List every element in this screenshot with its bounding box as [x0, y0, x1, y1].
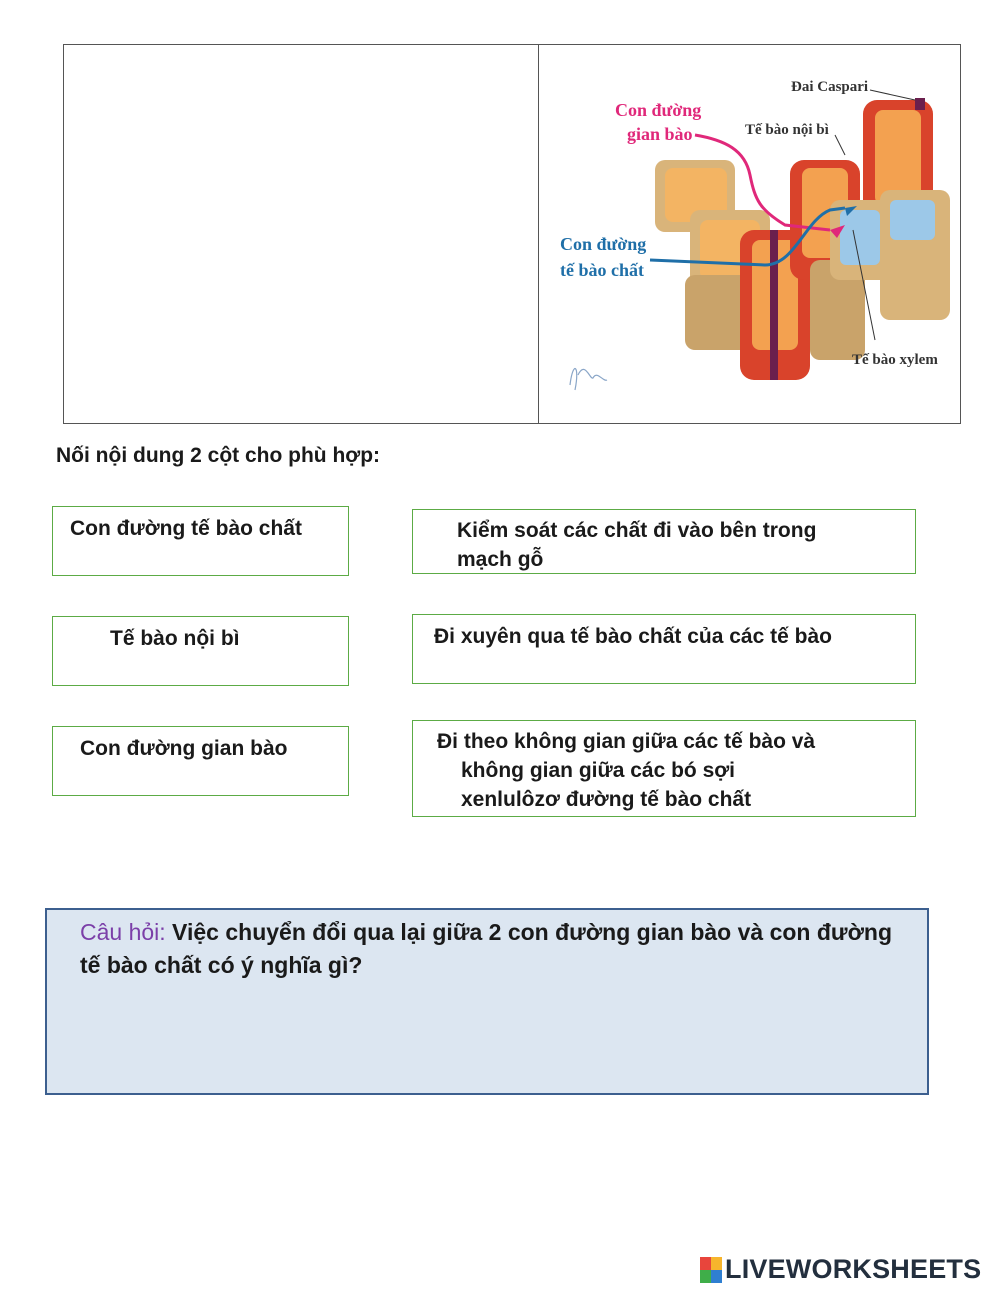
liveworksheets-logo-text: LIVEWORKSHEETS	[725, 1254, 982, 1284]
caspari-band-1	[770, 230, 778, 380]
left-item-2[interactable]	[52, 616, 349, 686]
left-item-1[interactable]	[52, 506, 349, 576]
left-item-2-label: Tế bào nội bì	[110, 627, 240, 650]
instruction-text: Nối nội dung 2 cột cho phù hợp:	[56, 444, 381, 467]
label-xylem: Tế bào xylem	[852, 352, 938, 368]
label-endodermis: Tế bào nội bì	[745, 122, 829, 138]
caspari-pointer	[870, 90, 915, 100]
xylem-cell-2-inner	[890, 200, 935, 240]
liveworksheets-logo	[700, 1254, 981, 1285]
question-body: Việc chuyển đổi qua lại giữa 2 con đường gian bào và con đường tế bào chất có ý nghĩa gì?	[80, 919, 893, 978]
question-text	[80, 916, 900, 982]
signature-scribble	[570, 369, 607, 390]
question-label: Câu hỏi:	[80, 919, 166, 945]
right-item-3[interactable]	[412, 720, 916, 817]
frame-divider	[538, 44, 539, 424]
label-caspari: Đai Caspari	[791, 79, 869, 95]
left-item-3-label: Con đường gian bào	[80, 737, 288, 760]
endodermis-pointer	[835, 135, 845, 155]
root-transport-diagram	[545, 60, 955, 400]
right-item-3-line2: không gian giữa các bó sợi	[461, 759, 736, 782]
label-apoplast-1: Con đường	[615, 100, 702, 120]
right-item-2[interactable]	[412, 614, 916, 684]
caspari-band-3	[915, 98, 925, 110]
right-item-2-line1: Đi xuyên qua tế bào chất của các tế bào	[434, 625, 832, 648]
right-item-3-line1: Đi theo không gian giữa các tế bào và	[437, 730, 816, 753]
label-apoplast-2: gian bào	[627, 124, 693, 144]
label-symplast-1: Con đường	[560, 234, 647, 254]
xylem-cell-1-inner	[840, 210, 880, 265]
right-item-3-line3: xenlulôzơ đường tế bào chất	[461, 788, 752, 811]
right-item-1-line2: mạch gỗ	[457, 548, 544, 571]
left-item-3[interactable]	[52, 726, 349, 796]
left-item-1-label: Con đường tế bào chất	[70, 517, 302, 540]
right-item-1[interactable]	[412, 509, 916, 574]
label-symplast-2: tế bào chất	[560, 260, 644, 280]
liveworksheets-logo-icon	[700, 1257, 722, 1283]
right-item-1-line1: Kiểm soát các chất đi vào bên trong	[457, 519, 817, 542]
